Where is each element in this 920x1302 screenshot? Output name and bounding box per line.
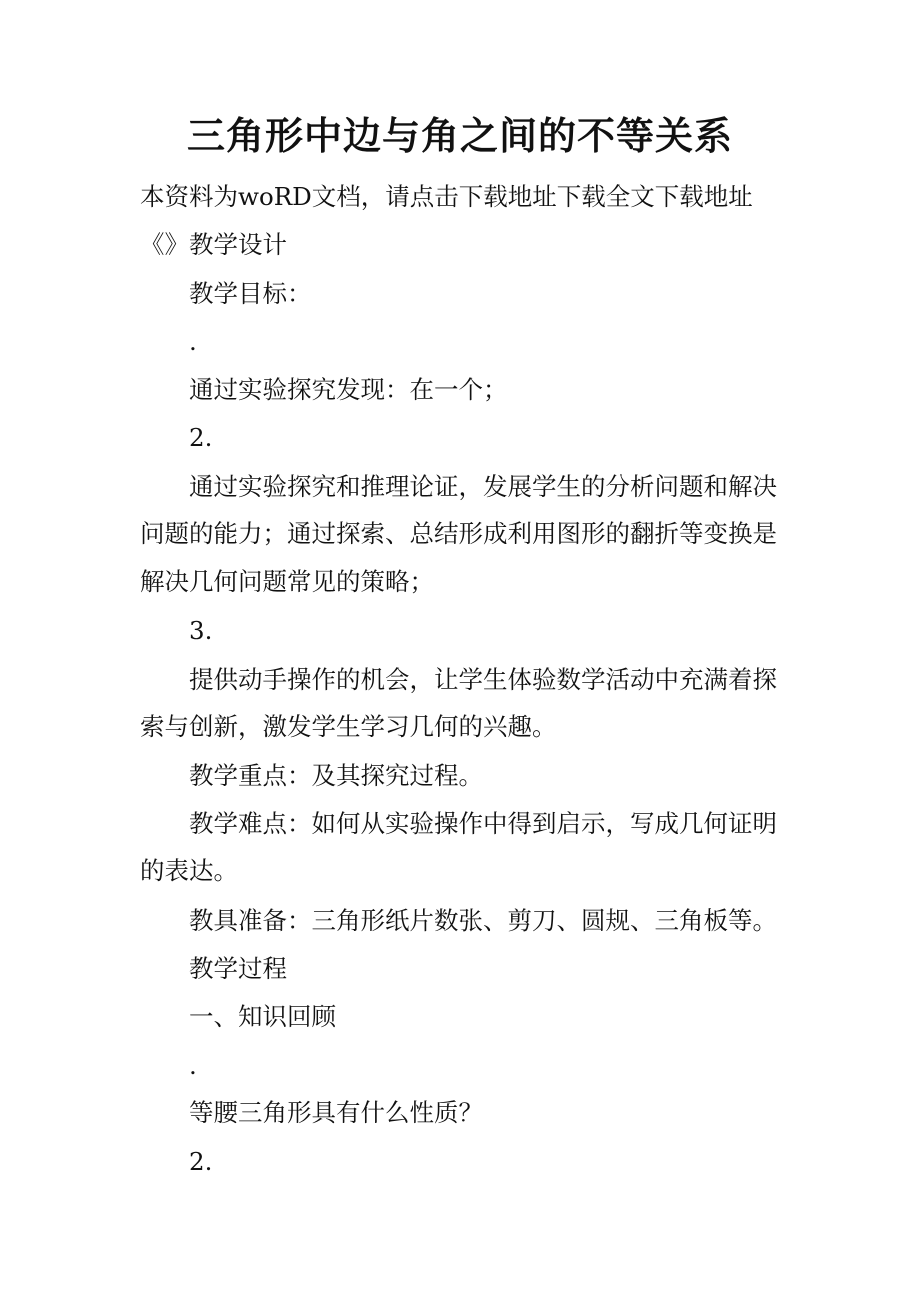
document-title: 三角形中边与角之间的不等关系: [186, 113, 733, 158]
text-line-objectives-heading: 教学目标：: [189, 279, 312, 308]
text-line-materials: 教具准备：三角形纸片数张、剪刀、圆规、三角板等。: [189, 906, 777, 935]
text-line-objective-3: 提供动手操作的机会，让学生体验数学活动中充满着探: [189, 665, 777, 694]
text-line-objective-2-cont: 问题的能力；通过探索、总结形成利用图形的翻折等变换是: [140, 519, 777, 548]
text-line-item-marker: 2.: [189, 1147, 213, 1176]
text-line-download-notice: 本资料为woRD文档，请点击下载地址下载全文下载地址: [140, 182, 753, 211]
text-line-question: 等腰三角形具有什么性质？: [189, 1098, 483, 1127]
text-line-difficulty-cont: 的表达。: [140, 856, 238, 885]
text-line-objective-2: 通过实验探究和推理论证，发展学生的分析问题和解决: [189, 472, 777, 501]
text-line-item-marker: .: [189, 1051, 197, 1080]
text-line-item-marker: .: [189, 327, 197, 356]
text-line-difficulty: 教学难点：如何从实验操作中得到启示，写成几何证明: [189, 809, 777, 838]
text-line-objective-2-cont: 解决几何问题常见的策略；: [140, 567, 434, 596]
text-line-process-heading: 教学过程: [189, 954, 287, 983]
text-line-objective-3-cont: 索与创新，激发学生学习几何的兴趣。: [140, 712, 557, 741]
text-line-section-review: 一、知识回顾: [189, 1002, 336, 1031]
text-line-key-point: 教学重点：及其探究过程。: [189, 761, 483, 790]
text-line-objective-1: 通过实验探究发现：在一个；: [189, 375, 508, 404]
text-line-item-marker: 3.: [189, 616, 213, 645]
text-line-teaching-design: 《》教学设计: [140, 230, 287, 259]
text-line-item-marker: 2.: [189, 423, 213, 452]
